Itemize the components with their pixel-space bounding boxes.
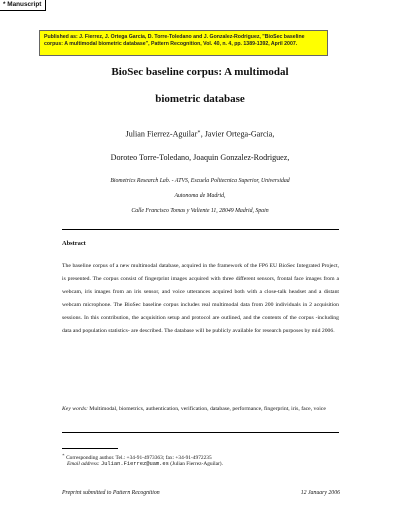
email-link[interactable]: Julian.Fierrez@uam.es: [100, 461, 169, 467]
authors-rest: , Javier Ortega-Garcia,: [200, 129, 275, 139]
banner-line-1: Published as: J. Fierrez, J. Ortega Garcia, D. Torre-Toledano and J. Gonzalez-Rodriguez, "BioSec baseline: [44, 34, 305, 40]
banner-line-2: corpus: A multimodal biometric database", Pattern Recognition, Vol. 40, n. 4, pp. 1389-1392, April 2007.: [44, 41, 298, 48]
keywords-label: Key words:: [62, 406, 88, 412]
affiliation-line-3: Calle Francisco Tomas y Valiente 11, 28049 Madrid, Spain: [131, 208, 269, 214]
preprint-note: Preprint submitted to Pattern Recognition: [62, 490, 160, 496]
paper-title-line-1: BioSec baseline corpus: A multimodal: [111, 66, 289, 78]
paper-title-line-2: biometric database: [155, 93, 245, 105]
footnote-mark: ∗: [62, 452, 65, 457]
abstract-heading: Abstract: [62, 240, 86, 247]
manuscript-tag: * Manuscript: [0, 0, 46, 11]
footnote-line-1: Corresponding author. Tel.: +34-91-4973363; fax: +34-91-4972235: [66, 454, 212, 461]
email-label: Email address:: [67, 461, 100, 467]
abstract-bottom-rule: [62, 432, 339, 433]
corresponding-mark: ∗: [197, 130, 201, 135]
authors-line-1: [0, 129, 400, 139]
authors-line-2: Doroteo Torre-Toledano, Joaquin Gonzalez-Rodriguez,: [110, 153, 290, 162]
email-suffix: (Julian Fierrez-Aguilar).: [170, 461, 223, 467]
footnote-email-row: [67, 461, 347, 469]
abstract-top-rule: [62, 229, 339, 230]
footnote-rule: [62, 448, 118, 449]
affiliation-line-2: Autonoma de Madrid,: [174, 193, 226, 199]
keywords-text: Multimodal, biometrics, authentication, verification, database, performance, fingerprint, iris, face, voice: [89, 406, 326, 412]
affiliation-line-1: Biometrics Research Lab. - ATVS, Escuela Politecnica Superior, Universidad: [110, 178, 290, 184]
preprint-date: 12 January 2006: [300, 490, 340, 496]
author-first: Julian Fierrez-Aguilar: [125, 129, 198, 139]
publication-banner: [39, 30, 328, 56]
keywords: [62, 403, 339, 416]
abstract-text: The baseline corpus of a new multimodal database, acquired in the framework of the FP6 EU BioSec Integrated Project, is presented. The corpus consist of fingerprint images acquired with three different sensors, frontal face images from a webcam, iris images from an iris sensor, and voice utterances acquired both with a close-talk headset and a distant webcam microphone. The BioSec baseline corpus includes real multimodal data from 200 individuals in 2 acquisition sessions. In this contribution, the acquisition setup and protocol are outlined, and the contents of the corpus -including data and population statistics- are described. The database will be publicly available for research purposes by mid 2006.: [62, 263, 339, 335]
